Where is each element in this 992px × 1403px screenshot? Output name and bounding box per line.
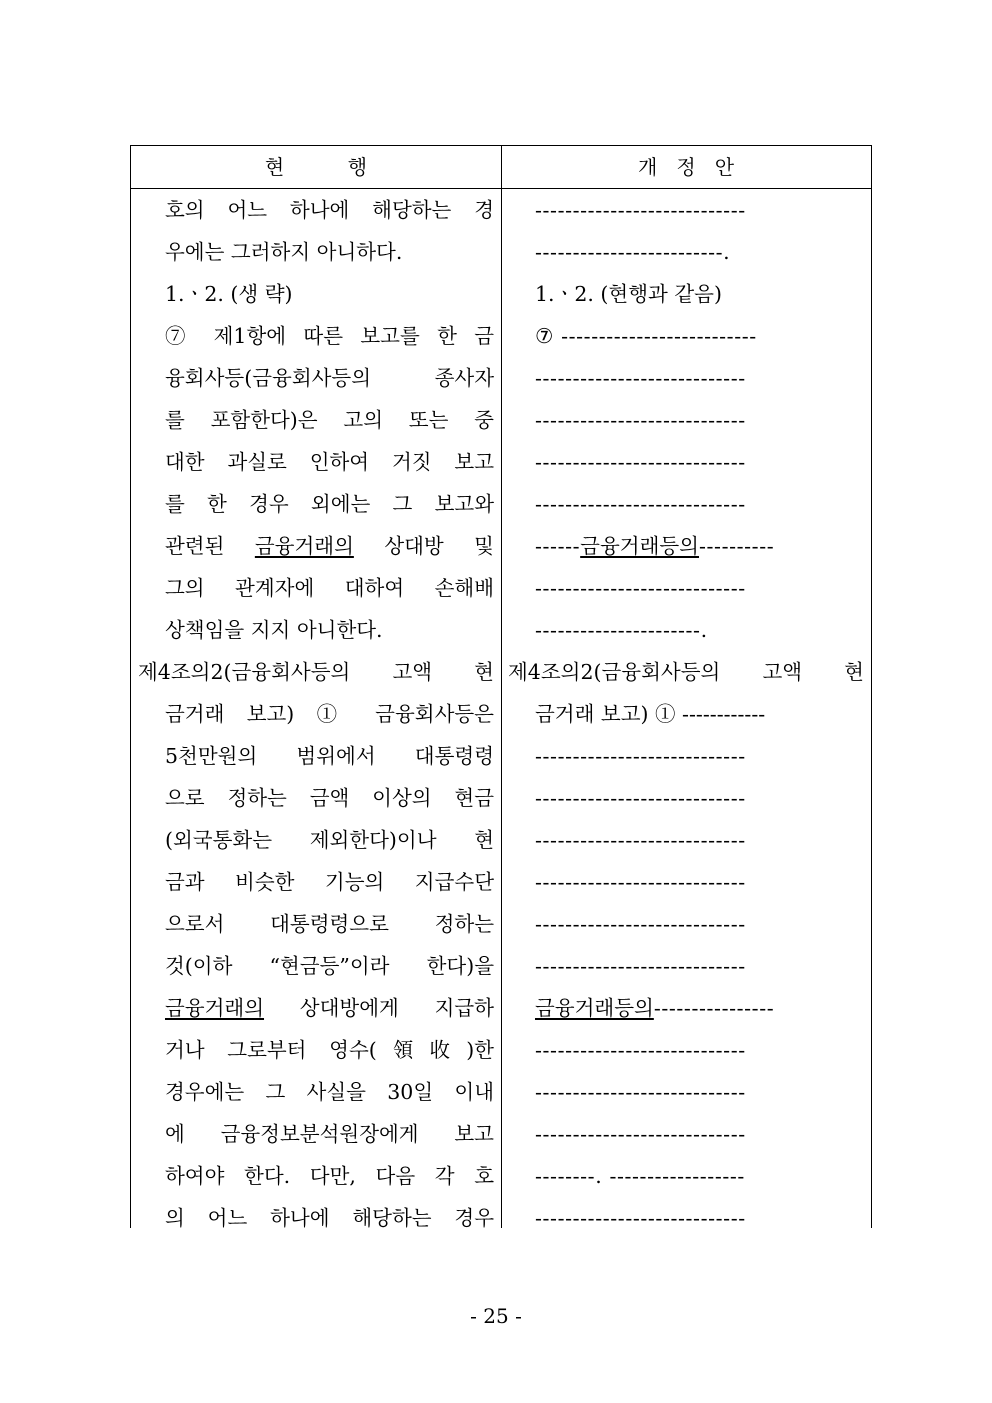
text-line: (외국통화는 제외한다)이나 현	[165, 828, 494, 852]
article-heading-line: 제4조의2(금융회사등의 고액 현	[138, 660, 494, 684]
text-line: 융회사등(금융회사등의 종사자	[165, 366, 494, 390]
text-line-with-underline	[508, 525, 864, 567]
text-line: 금거래 보고) ① 금융회사등은	[165, 702, 494, 726]
text-line: ----------------------------	[535, 1206, 746, 1230]
text-line: ----------------------------	[535, 576, 746, 600]
text-line: ----------------------------	[535, 870, 746, 894]
underlined-term: 금융거래의	[254, 534, 354, 558]
text-line: -------------------------.	[535, 240, 731, 264]
underlined-term: 금융거래등의	[535, 996, 654, 1020]
text-line: 거나 그로부터 영수(領收)한	[165, 1038, 494, 1062]
amendment-text-column	[508, 189, 864, 1239]
header-amendment: 개 정 안	[637, 155, 735, 179]
text-line: 1.ㆍ2. (생 략)	[165, 282, 293, 306]
text-line: 1.ㆍ2. (현행과 같음)	[535, 282, 722, 306]
text-line: ----------------------------	[535, 954, 746, 978]
text-line: ----------------------------	[535, 786, 746, 810]
text-line: ----------------------------	[535, 366, 746, 390]
text-segment: 상대방 및	[353, 534, 494, 558]
text-line: ⑦ 제1항에 따른 보고를 한 금	[165, 324, 494, 348]
text-segment: 관련된	[165, 534, 255, 558]
text-segment: 상대방에게 지급하	[264, 996, 494, 1020]
text-line: ----------------------------	[535, 912, 746, 936]
text-line: ⑦ --------------------------	[535, 324, 757, 348]
text-line: ----------------------------	[535, 828, 746, 852]
article-heading-line: 제4조의2(금융회사등의 고액 현	[508, 660, 864, 684]
text-line: 상책임을 지지 아니한다.	[165, 618, 383, 642]
text-line: ----------------------.	[535, 618, 708, 642]
text-line: ----------------------------	[535, 198, 746, 222]
text-line: ----------------------------	[535, 1038, 746, 1062]
text-segment: ----------	[699, 534, 775, 558]
text-line: 으로서 대통령령으로 정하는	[165, 912, 494, 936]
text-line-with-underline	[508, 987, 864, 1029]
text-line: 5천만원의 범위에서 대통령령	[165, 744, 494, 768]
text-line: --------. ------------------	[535, 1164, 745, 1188]
header-current: 현 행	[264, 155, 368, 179]
text-line: 으로 정하는 금액 이상의 현금	[165, 786, 494, 810]
text-line: 금거래 보고) ① ------------	[535, 702, 766, 726]
text-line: 금과 비슷한 기능의 지급수단	[165, 870, 494, 894]
text-line: 호의 어느 하나에 해당하는 경	[165, 198, 494, 222]
text-segment: ----------------	[653, 996, 775, 1020]
text-line: 그의 관계자에 대하여 손해배	[165, 576, 494, 600]
text-line-with-underline	[138, 987, 494, 1029]
text-line: 하여야 한다. 다만, 다음 각 호	[165, 1164, 494, 1188]
text-line: ----------------------------	[535, 450, 746, 474]
text-line: 우에는 그러하지 아니하다.	[165, 240, 403, 264]
text-line: 대한 과실로 인하여 거짓 보고	[165, 450, 494, 474]
text-line: 를 한 경우 외에는 그 보고와	[165, 492, 494, 516]
underlined-term: 금융거래의	[165, 996, 265, 1020]
page-number: - 25 -	[470, 1304, 522, 1328]
text-line-with-underline	[138, 525, 494, 567]
underlined-term: 금융거래등의	[580, 534, 699, 558]
text-line: 의 어느 하나에 해당하는 경우	[165, 1206, 494, 1230]
text-line: ----------------------------	[535, 1080, 746, 1104]
text-line: 에 금융정보분석원장에게 보고	[165, 1122, 494, 1146]
text-segment: ------	[535, 534, 581, 558]
text-line: ----------------------------	[535, 744, 746, 768]
text-line: ----------------------------	[535, 408, 746, 432]
column-divider	[501, 146, 502, 1228]
text-line: 것(이하 “현금등”이라 한다)을	[165, 954, 494, 978]
text-line: 를 포함한다)은 고의 또는 중	[165, 408, 494, 432]
table-header	[131, 146, 871, 189]
text-line: ----------------------------	[535, 492, 746, 516]
text-line: 경우에는 그 사실을 30일 이내	[165, 1080, 494, 1104]
text-line: ----------------------------	[535, 1122, 746, 1146]
current-text-column	[138, 189, 494, 1239]
